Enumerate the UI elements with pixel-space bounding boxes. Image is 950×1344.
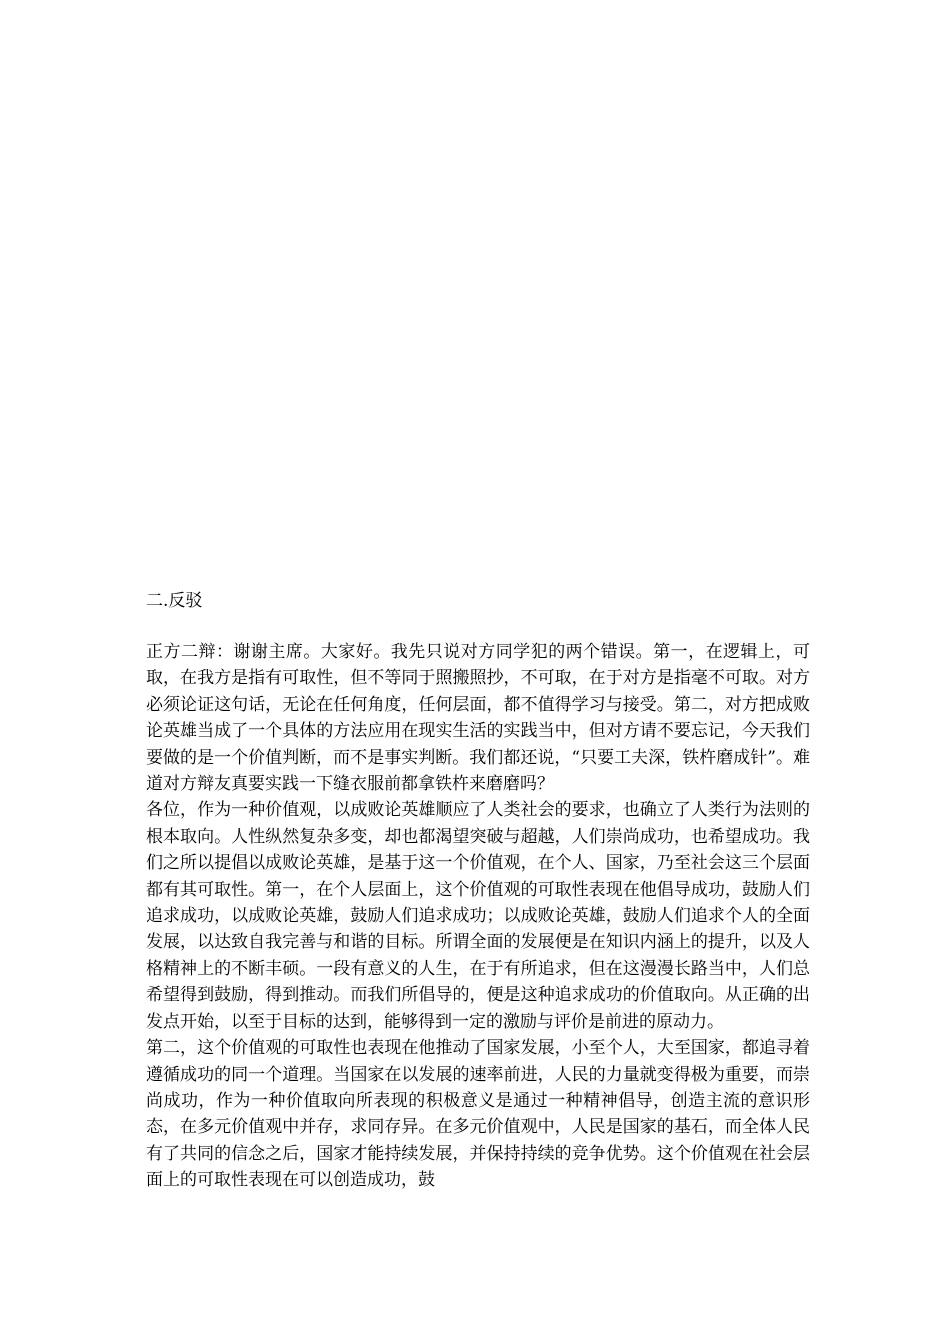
section-heading: 二.反驳 xyxy=(146,591,203,611)
paragraph-national-development: 第二，这个价值观的可取性也表现在他推动了国家发展，小至个人，大至国家，都追寻着遵循成功的同一个道理。当国家在以发展的速率前进，人民的力量就变得极为重要，而崇尚成功，作为一种价值取向所表现的积极意义是通过一种精神倡导，创造主流的意识形态，在多元价值观中并存，求同存异。在多元价值观中，人民是国家的基石，而全体人民有了共同的信念之后，国家才能持续发展，并保持持续的竞争优势。这个价值观在社会层面上的可取性表现在可以创造成功，鼓 xyxy=(146,1038,810,1191)
paragraph-value-argument: 各位，作为一种价值观，以成败论英雄顺应了人类社会的要求，也确立了人类行为法则的根本取向。人性纵然复杂多变，却也都渴望突破与超越，人们崇尚成功，也希望成功。我们之所以提倡以成败论英雄，是基于这一个价值观，在个人、国家，乃至社会这三个层面都有其可取性。第一，在个人层面上，这个价值观的可取性表现在他倡导成功，鼓励人们追求成功，以成败论英雄，鼓励人们追求成功；以成败论英雄，鼓励人们追求个人的全面发展，以达致自我完善与和谐的目标。所谓全面的发展便是在知识内涵上的提升，以及人格精神上的不断丰硕。一段有意义的人生，在于有所追求，但在这漫漫长路当中，人们总希望得到鼓励，得到推动。而我们所倡导的，便是这种追求成功的价值取向。从正确的出发点开始，以至于目标的达到，能够得到一定的激励与评价是前进的原动力。 xyxy=(146,800,810,1032)
document-body xyxy=(146,589,810,1194)
paragraph-rebuttal-opening: 正方二辩：谢谢主席。大家好。我先只说对方同学犯的两个错误。第一，在逻辑上，可取，在我方是指有可取性，但不等同于照搬照抄，不可取，在于对方是指毫不可取。对方必须论证这句话，无论在任何角度，任何层面，都不值得学习与接受。第二，对方把成败论英雄当成了一个具体的方法应用在现实生活的实践当中，但对方请不要忘记，今天我们要做的是一个价值判断，而不是事实判断。我们都还说，“只要工夫深，铁杵磨成针”。难道对方辩友真要实践一下缝衣服前都拿铁杵来磨磨吗？ xyxy=(146,642,810,795)
